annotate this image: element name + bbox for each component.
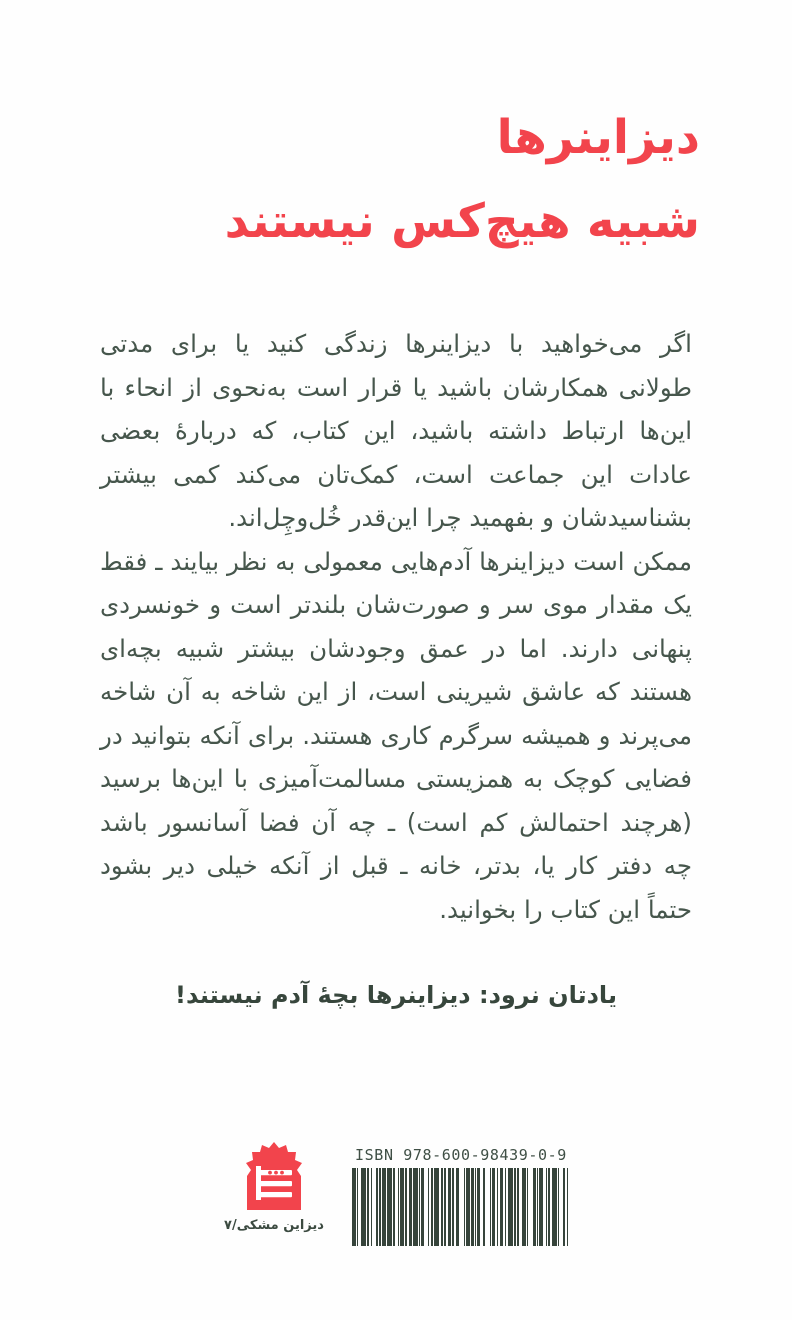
blurb-text <box>100 322 692 931</box>
title-line-2: شبیه هیچ‌کس نیستند <box>224 193 700 249</box>
book-title <box>92 96 700 263</box>
blurb-paragraph-2: ممکن است دیزاینرها آدم‌هایی معمولی به نظر بیایند ـ فقط یک مقدار موی سر و صورت‌شان بلندتر است و خونسردی پنهانی دارند. اما در عمق وجودشان بیشتر شبیه بچه‌ای هستند که عاشق شیرینی است، از این شاخه به آن شاخه می‌پرند و همیشه سرگرم کاری هستند. برای آنکه بتوانید در فضایی کوچک به همزیستی مسالمت‌آمیزی با این‌ها برسید (هرچند احتمالش کم است) ـ چه آن فضا آسانسور باشد چه دفتر کار یا، بدتر، خانه ـ قبل از آنکه خیلی دیر بشود حتماً این کتاب را بخوانید. <box>100 546 692 924</box>
closing-tagline: یادتان نرود: دیزاینرها بچهٔ آدم نیستند! <box>175 981 617 1009</box>
publisher-series-label: دیزاین مشکی/۷ <box>224 1218 324 1233</box>
publisher-logo-icon <box>243 1142 305 1212</box>
barcode-bar <box>568 1168 570 1246</box>
isbn-text: ISBN 978-600-98439-0-9 <box>355 1146 567 1164</box>
isbn-barcode <box>352 1168 570 1246</box>
cover-footer <box>0 1138 792 1268</box>
publisher-block <box>222 1138 326 1233</box>
isbn-block <box>352 1138 570 1246</box>
blurb-paragraph-1: اگر می‌خواهید با دیزاینرها زندگی کنید یا برای مدتی طولانی همکارشان باشید یا قرار است به‌نحوی از انحاء با این‌ها ارتباط داشته باشید، این کتاب، که دربارهٔ بعضی عادات این جماعت است، کمک‌تان می‌کند کمی بیشتر بشناسیدشان و بفهمید چرا این‌قدر خُل‌وچِل‌اند. <box>100 329 692 532</box>
title-line-1: دیزاینرها <box>496 110 700 165</box>
